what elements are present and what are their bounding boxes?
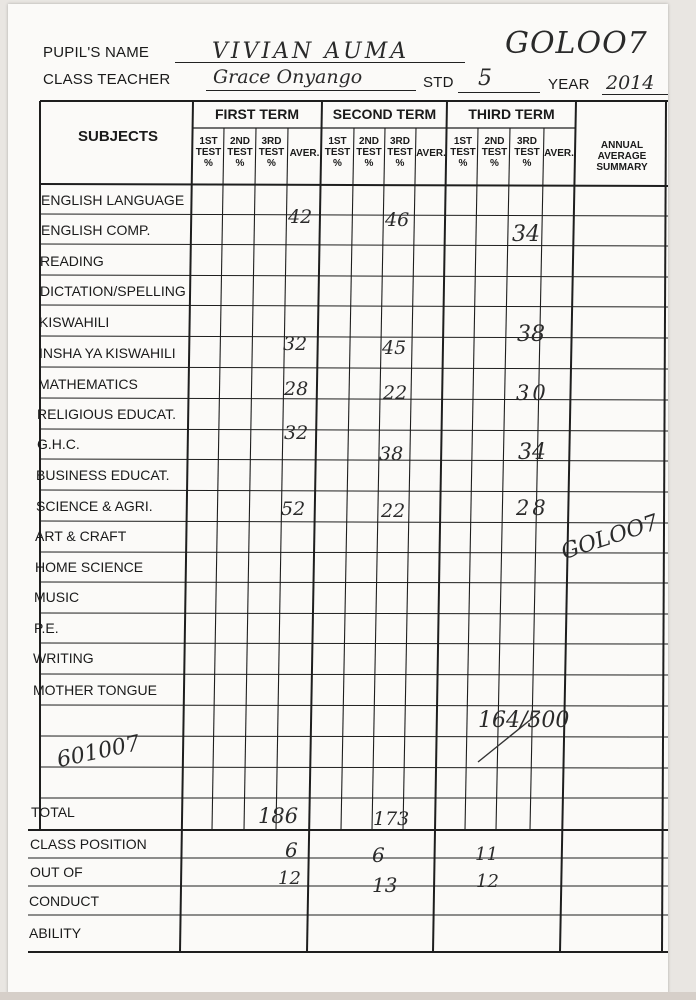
t1-test1-header: 1ST TEST % <box>195 136 222 169</box>
science-term1-average: 52 <box>281 498 306 520</box>
kiswahili-term2-average: 45 <box>382 337 407 359</box>
subject-dictation: DICTATION/SPELLING <box>40 283 186 299</box>
out-of-label: OUT OF <box>30 864 83 880</box>
ghc-term1-average: 32 <box>284 422 309 444</box>
kiswahili-term1-average: 32 <box>283 333 308 355</box>
t2-test2-header: 2ND TEST % <box>356 136 382 169</box>
t2-average-header: AVER. <box>416 148 446 159</box>
subject-home-science: HOME SCIENCE <box>35 559 144 575</box>
maths-term2-average: 22 <box>383 382 408 404</box>
t3-test1-header: 1ST TEST % <box>450 136 476 169</box>
science-term3-average: 28 <box>516 496 549 520</box>
subject-ghc: G.H.C. <box>37 436 80 452</box>
term2-total: 173 <box>373 808 410 830</box>
term1-total: 186 <box>258 804 299 828</box>
pupil-name-label: PUPIL'S NAME <box>43 44 150 61</box>
t1-average-header: AVER. <box>289 148 320 159</box>
t1-test3-header: 3RD TEST % <box>258 136 285 169</box>
first-term-header: FIRST TERM <box>215 106 299 122</box>
subject-writing: WRITING <box>33 650 94 666</box>
term2-position: 6 <box>372 843 385 867</box>
t3-average-header: AVER. <box>544 148 574 159</box>
english-term3-average: 34 <box>512 222 540 247</box>
std-value: 5 <box>478 66 492 91</box>
t3-test2-header: 2ND TEST % <box>481 136 508 169</box>
subject-pe: P.E. <box>34 620 59 636</box>
subject-english-language: ENGLISH LANGUAGE <box>41 192 185 208</box>
subject-music: MUSIC <box>34 589 80 605</box>
blank-row-note: 601007 <box>54 731 143 773</box>
year-label: YEAR <box>548 76 590 93</box>
third-term-total: 164/500 <box>478 708 570 733</box>
total-label: TOTAL <box>31 804 75 820</box>
term1-position: 6 <box>285 838 298 862</box>
subject-mathematics: MATHEMATICS <box>38 376 138 392</box>
term1-out-of: 12 <box>278 868 301 889</box>
subject-science: SCIENCE & AGRI. <box>36 498 153 514</box>
class-teacher-value: Grace Onyango <box>213 66 363 88</box>
class-position-label: CLASS POSITION <box>30 836 147 852</box>
term3-position: 11 <box>475 844 498 865</box>
subject-english-comp: ENGLISH COMP. <box>41 222 151 238</box>
subject-business: BUSINESS EDUCAT. <box>36 467 170 483</box>
ghc-term3-average: 34 <box>518 440 546 465</box>
english-term1-average: 42 <box>288 206 313 228</box>
third-term-header: THIRD TERM <box>468 106 555 122</box>
page-bottom-edge <box>0 992 696 1000</box>
subject-religious: RELIGIOUS EDUCAT. <box>37 406 176 422</box>
subject-mother-tongue: MOTHER TONGUE <box>33 682 157 698</box>
annual-average-header: ANNUAL AVERAGE SUMMARY <box>596 140 648 173</box>
second-term-header: SECOND TERM <box>332 106 437 122</box>
ghc-term2-average: 38 <box>379 443 404 465</box>
year-value: 2014 <box>606 72 655 94</box>
t2-test1-header: 1ST TEST % <box>324 136 351 169</box>
class-teacher-label: CLASS TEACHER <box>43 71 171 88</box>
t2-test3-header: 3RD TEST % <box>387 136 413 169</box>
t1-test2-header: 2ND TEST % <box>227 136 253 169</box>
ability-label: ABILITY <box>29 925 82 941</box>
subject-reading: READING <box>40 253 104 269</box>
subject-art-craft: ART & CRAFT <box>35 528 127 544</box>
term2-out-of: 13 <box>372 873 398 897</box>
kiswahili-term3-average: 38 <box>517 322 545 347</box>
admission-number: GOLOO7 <box>505 26 648 61</box>
subject-kiswahili: KISWAHILI <box>39 314 110 330</box>
maths-term1-average: 28 <box>284 378 309 400</box>
maths-term3-average: 30 <box>516 381 549 405</box>
english-term2-average: 46 <box>385 209 410 231</box>
subject-insha: INSHA YA KISWAHILI <box>39 345 176 361</box>
subjects-header: SUBJECTS <box>77 128 159 145</box>
term3-out-of: 12 <box>476 871 499 892</box>
pupil-name-value: VIVIAN AUMA <box>212 39 410 64</box>
annual-summary-note: GOLOO7 <box>558 510 662 565</box>
t3-test3-header: 3RD TEST % <box>514 136 540 169</box>
conduct-label: CONDUCT <box>29 893 99 909</box>
science-term2-average: 22 <box>381 500 406 522</box>
std-label: STD <box>423 74 454 91</box>
